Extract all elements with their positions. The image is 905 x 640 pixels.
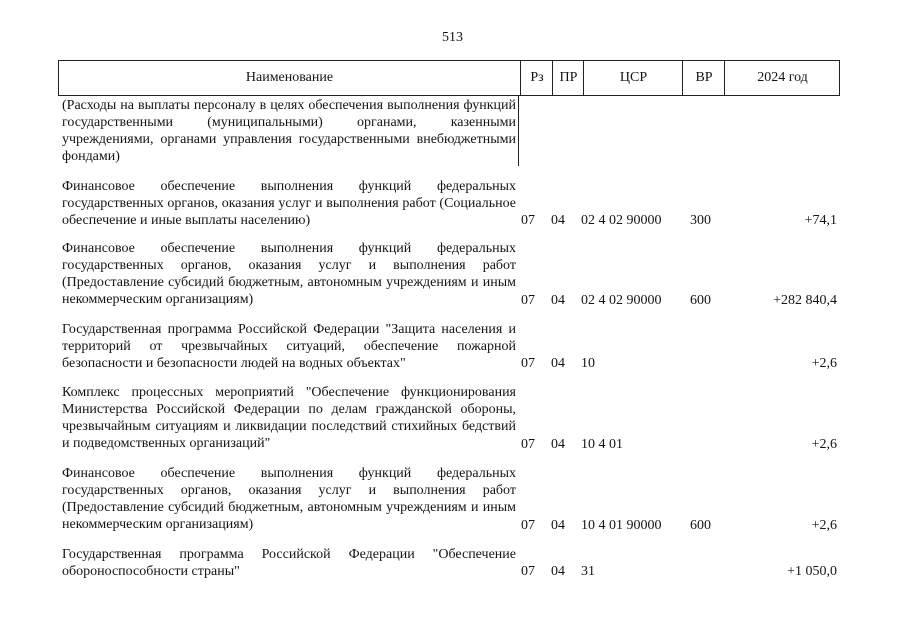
row-vr: 300	[690, 213, 711, 228]
row-rz: 07	[521, 293, 535, 308]
row-name: Финансовое обеспечение выполнения функций федеральных государственных органов, оказания услуг и выполнения работ (Предоставление субсидий бюджетным, автономным учреждениям и иным некоммерческим организациям)	[62, 241, 516, 307]
row-pr: 04	[551, 213, 565, 228]
column-header-csr: ЦСР	[583, 61, 683, 95]
column-header-pr: ПР	[552, 61, 584, 95]
table-header	[58, 60, 840, 96]
row-amount: +282 840,4	[773, 293, 837, 308]
row-pr: 04	[551, 356, 565, 371]
row-pr: 04	[551, 518, 565, 533]
column-divider	[518, 96, 519, 166]
row-csr: 10 4 01	[581, 437, 623, 452]
row-amount: +74,1	[804, 213, 837, 228]
row-rz: 07	[521, 213, 535, 228]
row-csr: 31	[581, 564, 595, 579]
column-header-vr: ВР	[682, 61, 725, 95]
row-csr: 10	[581, 356, 595, 371]
row-vr: 600	[690, 293, 711, 308]
row-name: (Расходы на выплаты персоналу в целях обеспечения выполнения функций государственными (муниципальными) органами, казенными учреждениями, органами управления государственными внебюджетными фондами)	[62, 98, 516, 164]
row-amount: +2,6	[811, 437, 837, 452]
row-name: Государственная программа Российской Федерации "Защита населения и территорий от чрезвычайных ситуаций, обеспечение пожарной безопасности и безопасности людей на водных объектах"	[62, 322, 516, 371]
row-rz: 07	[521, 356, 535, 371]
row-pr: 04	[551, 564, 565, 579]
row-csr: 02 4 02 90000	[581, 293, 662, 308]
row-csr: 10 4 01 90000	[581, 518, 662, 533]
row-rz: 07	[521, 518, 535, 533]
row-name: Финансовое обеспечение выполнения функций федеральных государственных органов, оказания услуг и выполнения работ (Предоставление субсидий бюджетным, автономным учреждениям и иным некоммерческим организациям)	[62, 466, 516, 532]
row-rz: 07	[521, 564, 535, 579]
row-amount: +2,6	[811, 356, 837, 371]
row-pr: 04	[551, 293, 565, 308]
row-name: Комплекс процессных мероприятий "Обеспечение функционирования Министерства Российской Федерации по делам гражданской обороны, чрезвычайным ситуациям и ликвидации последствий стихийных бедствий и подведомственных организаций"	[62, 385, 516, 451]
column-header-name: Наименование	[245, 70, 334, 85]
row-amount: +2,6	[811, 518, 837, 533]
row-rz: 07	[521, 437, 535, 452]
column-header-year: 2024 год	[724, 61, 840, 95]
row-csr: 02 4 02 90000	[581, 213, 662, 228]
row-amount: +1 050,0	[787, 564, 837, 579]
page-number: 513	[442, 30, 463, 45]
row-name: Государственная программа Российской Федерации "Обеспечение обороноспособности страны"	[62, 547, 516, 579]
column-header-rz: Рз	[520, 61, 553, 95]
row-vr: 600	[690, 518, 711, 533]
row-pr: 04	[551, 437, 565, 452]
row-name: Финансовое обеспечение выполнения функций федеральных государственных органов, оказания услуг и выполнения работ (Социальное обеспечение и иные выплаты населению)	[62, 179, 516, 228]
